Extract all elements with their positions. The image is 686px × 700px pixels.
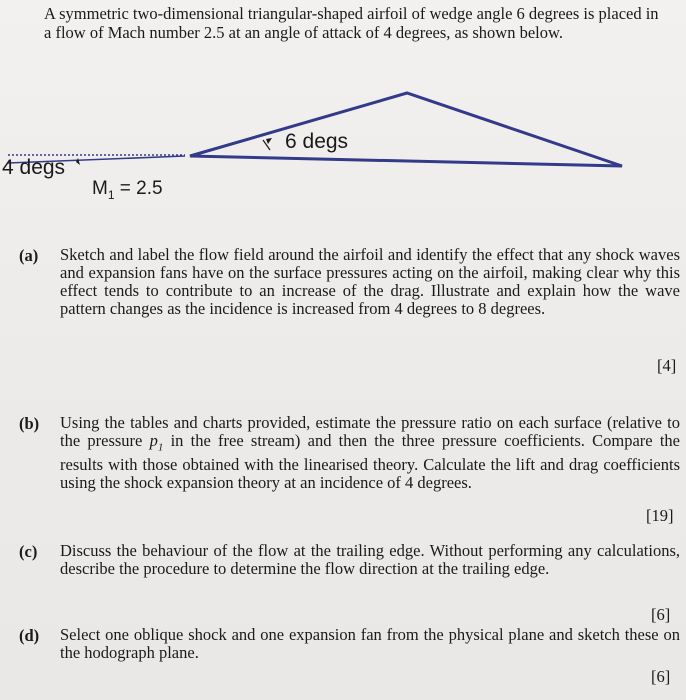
- question-c-label: (c): [19, 542, 38, 561]
- incidence-angle-label: 4 degs: [2, 156, 66, 179]
- question-b-text-part1: Using the tables and charts provided, estimate the pressure ratio on each surface (relative to the pressure: [60, 413, 680, 450]
- question-d-marks: [6]: [651, 667, 671, 686]
- mach-symbol: M: [92, 178, 108, 199]
- airfoil-figure: [0, 80, 686, 220]
- mach-value: = 2.5: [114, 178, 163, 199]
- question-b-marks: [19]: [646, 506, 674, 525]
- problem-intro: A symmetric two-dimensional triangular-shaped airfoil of wedge angle 6 degrees is placed in a flow of Mach number 2.5 at an angle of attack of 4 degrees, as shown below.: [44, 4, 659, 42]
- question-a-text: Sketch and label the flow field around the airfoil and identify the effect that any shock waves and expansion fans have on the surface pressures acting on the airfoil, making clear why this effect tends to contribute to an increase of the drag. Illustrate and explain how the wave pattern changes as the incidence is increased from 4 degrees to 8 degrees.: [60, 245, 680, 318]
- pressure-symbol: p: [149, 431, 158, 450]
- pressure-subscript: 1: [157, 441, 164, 454]
- question-d-label: (d): [19, 626, 40, 645]
- question-a-label: (a): [19, 246, 39, 265]
- mach-number-label: [92, 178, 163, 202]
- mach-subscript: 1: [107, 187, 115, 202]
- question-d-text: Select one oblique shock and one expansion fan from the physical plane and sketch these on the hodograph plane.: [60, 625, 680, 662]
- question-c-marks: [6]: [651, 605, 671, 624]
- question-b-text: [60, 414, 680, 492]
- airfoil-triangle: [190, 93, 622, 166]
- question-b-label: (b): [19, 414, 40, 433]
- wedge-angle-arrow-icon: [266, 138, 272, 144]
- question-a-marks: [4]: [657, 356, 677, 375]
- incidence-arrow-icon: [76, 158, 80, 165]
- wedge-angle-label: 6 degs: [285, 130, 349, 153]
- question-b-text-part2: in the free stream) and then the three pressure coefficients. Compare the results with those obtained with the linearised theory. Calculate the lift and drag coefficients using the shock expansion theory at an incidence of 4 degrees.: [60, 431, 681, 493]
- question-c-text: Discuss the behaviour of the flow at the trailing edge. Without performing any calculations, describe the procedure to determine the flow direction at the trailing edge.: [60, 541, 680, 578]
